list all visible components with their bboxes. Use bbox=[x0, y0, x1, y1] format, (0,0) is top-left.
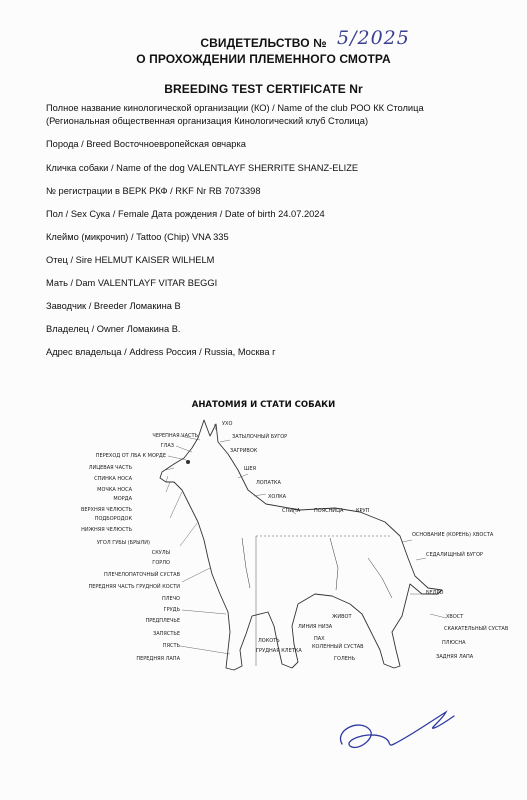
label-neck: ШЕЯ bbox=[244, 466, 256, 472]
leader-lines bbox=[163, 424, 446, 654]
club-name-full: (Региональная общественная организация Кинологический клуб Столица) bbox=[46, 116, 369, 126]
diagram-title: АНАТОМИЯ И СТАТИ СОБАКИ bbox=[191, 400, 336, 410]
label-upper-arm: ПЛЕЧО bbox=[161, 596, 180, 602]
handwritten-signature bbox=[330, 700, 460, 760]
label-lower-jaw: НИЖНЯЯ ЧЕЛЮСТЬ bbox=[81, 527, 132, 533]
label-tail-base: ОСНОВАНИЕ (КОРЕНЬ) ХВОСТА bbox=[412, 532, 494, 538]
label-tail: ХВОСТ bbox=[446, 614, 464, 620]
label-occiput: ЗАТЫЛОЧНЫЙ БУГОР bbox=[232, 434, 288, 440]
label-ischial-tuberosity: СЕДАЛИЩНЫЙ БУГОР bbox=[426, 552, 483, 558]
club-name-field: Полное название кинологической организации (КО) / Name of the club РОО КК Столица bbox=[46, 103, 424, 113]
certificate-title-en: BREEDING TEST CERTIFICATE Nr bbox=[164, 82, 363, 96]
sire-field: Отец / Sire HELMUT KAISER WILHELM bbox=[46, 255, 215, 265]
owner-field: Владелец / Owner Ломакина В. bbox=[46, 324, 181, 334]
label-rear-paw: ЗАДНЯЯ ЛАПА bbox=[436, 654, 474, 660]
label-metatarsus: ПЛЮСНА bbox=[442, 640, 466, 646]
registration-field: № регистрации в ВЕРК РКФ / RKF Nr RB 7073398 bbox=[46, 186, 261, 196]
dog-anatomy-diagram bbox=[70, 418, 509, 680]
certificate-subtitle: О ПРОХОЖДЕНИИ ПЛЕМЕННОГО СМОТРА bbox=[136, 52, 391, 66]
handwritten-certificate-number: 5/2025 bbox=[337, 27, 410, 49]
title-prefix: СВИДЕТЕЛЬСТВО № bbox=[200, 36, 327, 50]
label-croup: КРУП bbox=[356, 508, 370, 514]
label-withers: ХОЛКА bbox=[268, 494, 287, 500]
label-shoulder-blade: ЛОПАТКА bbox=[256, 480, 281, 486]
label-thigh: БЕДРО bbox=[426, 590, 444, 596]
label-rib-cage: ГРУДНАЯ КЛЕТКА bbox=[256, 648, 302, 654]
dog-name-field: Кличка собаки / Name of the dog VALENTLAYF SHERRITE SHANZ-ELIZE bbox=[46, 163, 359, 173]
label-nape: ЗАГРИВОК bbox=[230, 448, 258, 454]
label-hock-joint: СКАКАТЕЛЬНЫЙ СУСТАВ bbox=[444, 626, 509, 632]
label-wrist: ЗАПЯСТЬЕ bbox=[153, 631, 180, 637]
label-muzzle: МОРДА bbox=[113, 496, 132, 502]
label-chest: ГРУДЬ bbox=[163, 607, 180, 613]
dog-silhouette bbox=[160, 420, 442, 670]
label-ear: УХО bbox=[222, 421, 233, 427]
label-throat: ГОРЛО bbox=[152, 560, 170, 566]
label-pastern: ПЯСТЬ bbox=[162, 643, 180, 649]
label-stop: ПЕРЕХОД ОТ ЛБА К МОРДЕ bbox=[95, 453, 166, 459]
labels-right bbox=[412, 532, 509, 660]
label-belly: ЖИВОТ bbox=[332, 614, 352, 620]
label-facial-part: ЛИЦЕВАЯ ЧАСТЬ bbox=[88, 465, 132, 471]
breeder-field: Заводчик / Breeder Ломакина В bbox=[46, 301, 181, 311]
label-elbow: ЛОКОТЬ bbox=[258, 638, 280, 644]
label-lip-corner: УГОЛ ГУБЫ (БРЫЛИ) bbox=[96, 540, 150, 546]
label-nose-bridge: СПИНКА НОСА bbox=[94, 476, 132, 482]
tattoo-field: Клеймо (микрочип) / Tattoo (Chip) VNA 335 bbox=[46, 232, 229, 242]
breed-field: Порода / Breed Восточноевропейская овчарка bbox=[46, 139, 246, 149]
label-cranial-part: ЧЕРЕПНАЯ ЧАСТЬ bbox=[152, 433, 198, 439]
labels-top bbox=[222, 421, 370, 514]
label-underline: ЛИНИЯ НИЗА bbox=[298, 624, 333, 630]
label-flank: ПАХ bbox=[314, 636, 325, 642]
label-shoulder-joint: ПЛЕЧЕЛОПАТОЧНЫЙ СУСТАВ bbox=[104, 572, 180, 578]
address-field: Адрес владельца / Address Россия / Russia, Москва г bbox=[46, 347, 276, 357]
labels-left bbox=[81, 433, 199, 662]
label-forechest: ПЕРЕДНЯЯ ЧАСТЬ ГРУДНОЙ КОСТИ bbox=[88, 584, 180, 590]
label-cheeks: СКУЛЫ bbox=[151, 550, 170, 556]
label-stifle-joint: КОЛЕННЫЙ СУСТАВ bbox=[312, 644, 364, 650]
certificate-title bbox=[0, 36, 527, 50]
label-back: СПИНА bbox=[282, 508, 301, 514]
label-chin: ПОДБОРОДОК bbox=[94, 516, 132, 522]
label-lower-thigh: ГОЛЕНЬ bbox=[334, 656, 356, 662]
label-upper-jaw: ВЕРХНЯЯ ЧЕЛЮСТЬ bbox=[80, 507, 132, 513]
label-nose: МОЧКА НОСА bbox=[97, 487, 132, 493]
label-eye: ГЛАЗ bbox=[160, 443, 174, 449]
label-front-paw: ПЕРЕДНЯЯ ЛАПА bbox=[136, 656, 180, 662]
label-forearm: ПРЕДПЛЕЧЬЕ bbox=[145, 618, 180, 624]
dam-field: Мать / Dam VALENTLAYF VITAR BEGGI bbox=[46, 278, 218, 288]
sex-dob-field: Пол / Sex Сука / Female Дата рождения / Date of birth 24.07.2024 bbox=[46, 209, 325, 219]
label-loin: ПОЯСНИЦА bbox=[314, 508, 344, 514]
